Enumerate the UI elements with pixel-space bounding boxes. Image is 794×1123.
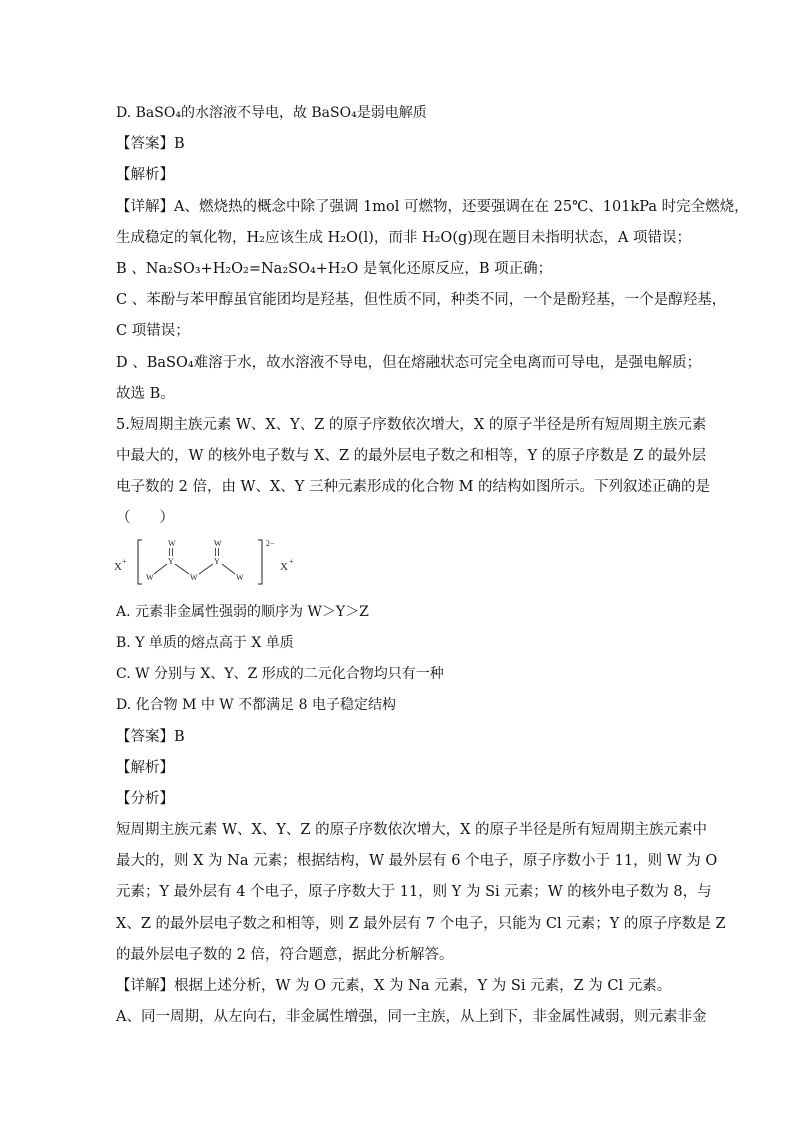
bond-3 <box>199 564 213 574</box>
q4-detail-line-6: D 、BaSO₄难溶于水，故水溶液不导电，但在熔融状态可完全电离而可导电，是强电解质； <box>116 355 702 371</box>
bracket-right <box>258 540 262 584</box>
q5-detail-line-2: A、同一周期，从左向右，非金属性增强，同一主族，从上到下，非金属性减弱，则元素非金 <box>116 1009 707 1025</box>
atom-y-1: Y <box>168 557 174 566</box>
q5-option-d: D. 化合物 M 中 W 不都满足 8 电子稳定结构 <box>116 697 396 713</box>
answer-value: B <box>174 729 185 745</box>
cation-left-charge: + <box>122 557 127 566</box>
q5-stem-line-3: 电子数的 2 倍，由 W、X、Y 三种元素形成的化合物 M 的结构如图所示。下列叙述正确的是 <box>116 479 711 495</box>
q4-detail-line-7: 故选 B。 <box>116 386 175 402</box>
q4-analysis-tag: 【解析】 <box>116 167 174 183</box>
atom-y-2: Y <box>214 557 220 566</box>
q4-option-d: D. BaSO₄的水溶液不导电，故 BaSO₄是弱电解质 <box>116 105 427 121</box>
bracket-left <box>138 540 142 584</box>
q5-stem-line-4: （ ） <box>116 510 174 526</box>
atom-w-4: W <box>214 539 222 548</box>
atom-w-2: W <box>146 573 154 582</box>
q5-fenxi-line-4: X、Z 的最外层电子数之和相等，则 Z 最外层有 7 个电子，只能为 Cl 元素；Y 的原子序数是 Z <box>116 916 726 932</box>
q5-fenxi-line-2: 最大的，则 X 为 Na 元素；根据结构，W 最外层有 6 个电子，原子序数小于 11，则 W 为 O <box>116 853 718 869</box>
q4-detail-line-2: 生成稳定的氧化物，H₂应该生成 H₂O(l)，而非 H₂O(g)现在题目未指明状态，A 项错误； <box>116 230 691 246</box>
cation-right: X <box>280 561 288 573</box>
q5-option-c: C. W 分别与 X、Y、Z 形成的二元化合物均只有一种 <box>116 666 444 682</box>
bond-4 <box>222 564 235 574</box>
q5-stem-line-1: 5.短周期主族元素 W、X、Y、Z 的原子序数依次增大，X 的原子半径是所有短周期主族元素 <box>116 417 707 433</box>
answer-tag: 【答案】 <box>116 136 174 152</box>
q5-detail-line-1: 【详解】根据上述分析，W 为 O 元素，X 为 Na 元素，Y 为 Si 元素，Z 为 Cl 元素。 <box>116 978 672 994</box>
q4-detail-line-1: 【详解】A、燃烧热的概念中除了强调 1mol 可燃物，还要强调在在 25℃、101kPa 时完全燃烧， <box>116 199 749 215</box>
q4-detail-line-3: B 、Na₂SO₃+H₂O₂=Na₂SO₄+H₂O 是氧化还原反应，B 项正确； <box>116 261 553 277</box>
bond-1 <box>154 564 167 574</box>
detail-tag: 【详解】 <box>116 978 174 994</box>
cation-left: X <box>114 561 122 573</box>
q5-stem-line-2: 中最大的，W 的核外电子数与 X、Z 的最外层电子数之和相等，Y 的原子序数是 Z 的最外层 <box>116 448 707 464</box>
bond-2 <box>175 564 189 574</box>
q5-option-b: B. Y 单质的熔点高于 X 单质 <box>116 635 294 651</box>
atom-w-3: W <box>190 573 198 582</box>
q4-detail-line-5: C 项错误； <box>116 323 190 339</box>
q4-detail-line-4: C 、苯酚与苯甲醇虽官能团均是羟基，但性质不同，种类不同，一个是酚羟基，一个是醇羟基， <box>116 292 727 308</box>
q5-analysis-tag: 【解析】 <box>116 760 174 776</box>
atom-w-5: W <box>236 573 244 582</box>
q5-fenxi-tag: 【分析】 <box>116 791 174 807</box>
q4-answer <box>116 134 682 154</box>
anion-charge: 2− <box>266 539 275 548</box>
q5-fenxi-line-1: 短周期主族元素 W、X、Y、Z 的原子序数依次增大，X 的原子半径是所有短周期主族元素中 <box>116 822 708 838</box>
q5-option-a: A. 元素非金属性强弱的顺序为 W＞Y＞Z <box>116 604 369 620</box>
q5-answer <box>116 727 682 747</box>
detail-tag: 【详解】 <box>116 199 174 215</box>
q5-fenxi-line-5: 的最外层电子数的 2 倍，符合题意，据此分析解答。 <box>116 947 454 963</box>
answer-tag: 【答案】 <box>116 729 174 745</box>
cation-right-charge: + <box>289 557 294 566</box>
answer-value: B <box>174 136 185 152</box>
q5-fenxi-line-3: 元素；Y 最外层有 4 个电子，原子序数大于 11，则 Y 为 Si 元素；W 的核外电子数为 8，与 <box>116 884 712 900</box>
compound-m-structure <box>112 534 312 590</box>
atom-w-1: W <box>168 539 176 548</box>
